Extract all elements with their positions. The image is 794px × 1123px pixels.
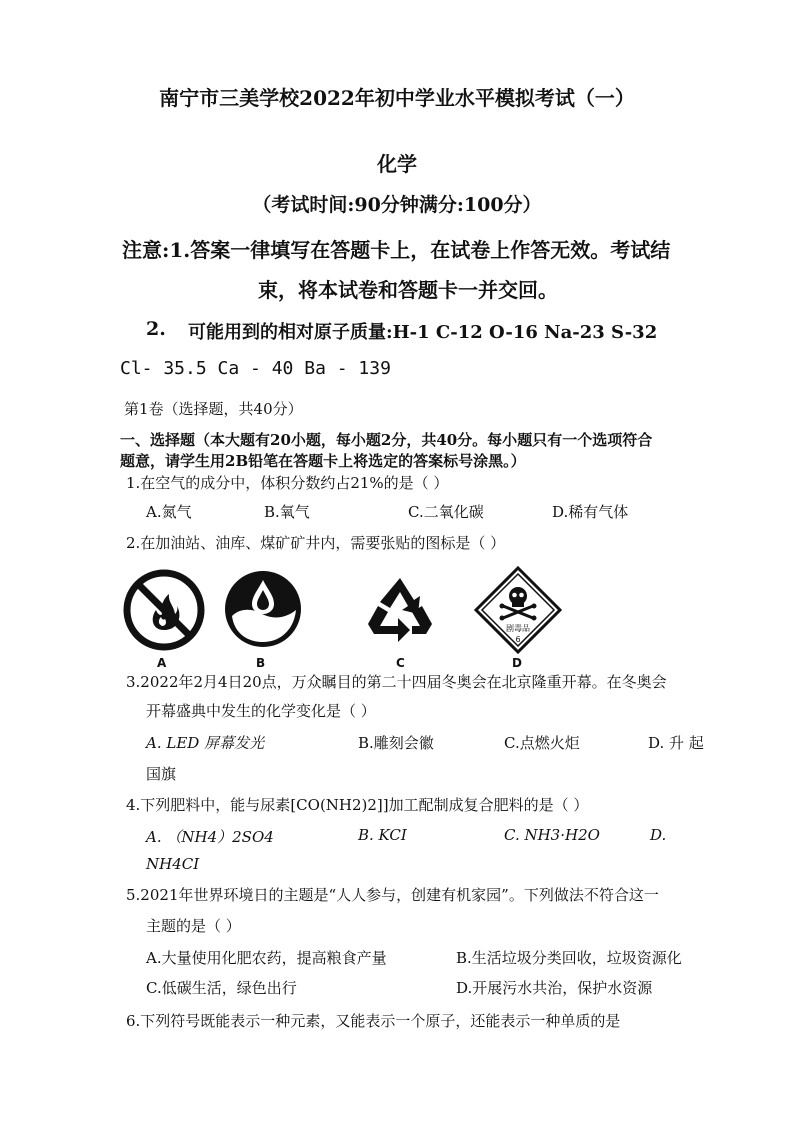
question-5-line-1: 5.2021年世界环境日的主题是“人人参与，创建有机家园”。下列做法不符合这一 — [126, 886, 659, 904]
question-6-stem: 6.下列符号既能表示一种元素，又能表示一个原子，还能表示一种单质的是 — [126, 1012, 621, 1030]
question-3-option-d: D. 升 起 — [648, 734, 704, 752]
notice-line-2: 束，将本试卷和答题卡一并交回。 — [258, 278, 558, 302]
question-5-option-d: D.开展污水共治，保护水资源 — [456, 979, 653, 997]
exam-title: 南宁市三美学校2022年初中学业水平模拟考试（一） — [159, 86, 635, 110]
question-3-line-2: 开幕盛典中发生的化学变化是（ ） — [146, 702, 376, 720]
question-4-stem: 4.下列肥料中，能与尿素[CO(NH2)2]]加工配制成复合肥料的是（ ） — [126, 796, 589, 814]
toxic-skull-icon — [472, 564, 564, 656]
question-3-option-d-cont: 国旗 — [146, 765, 177, 783]
sign-c-label: C — [396, 656, 405, 670]
question-1-stem: 1.在空气的成分中，体积分数约占21%的是（ ） — [126, 474, 449, 492]
question-4-option-a: A. （NH4）2SO4 — [146, 828, 274, 846]
subject-title: 化学 — [377, 152, 417, 176]
sign-b-label: B — [256, 656, 266, 670]
question-1-option-d: D.稀有气体 — [552, 503, 629, 521]
toxic-label-text: 剧毒品 — [506, 624, 530, 633]
sign-a-label: A — [157, 656, 167, 670]
question-3-option-b: B.雕刻会徽 — [358, 734, 434, 752]
notice-line-1: 注意:1.答案一律填写在答题卡上，在试卷上作答无效。考试结 — [122, 238, 671, 262]
question-1-option-b: B.氧气 — [264, 503, 310, 521]
atomic-mass-line: 可能用到的相对原子质量:H-1 C-12 O-16 Na-23 S-32 — [188, 322, 658, 343]
question-4-option-b: B. KCI — [358, 826, 407, 844]
question-3-option-a: A. LED 屏幕发光 — [146, 734, 265, 752]
no-open-flame-icon — [122, 568, 206, 652]
question-1-option-c: C.二氧化碳 — [408, 503, 484, 521]
part-heading: 第1卷（选择题，共40分） — [124, 400, 303, 418]
notice-2-number: 2. — [146, 318, 166, 340]
exam-info: （考试时间:90分钟满分:100分） — [252, 194, 542, 216]
question-5-option-c: C.低碳生活，绿色出行 — [146, 979, 297, 997]
question-5-line-2: 主题的是（ ） — [146, 917, 241, 935]
question-4-option-c: C. NH3·H2O — [504, 826, 600, 844]
question-1-option-a: A.氮气 — [146, 503, 192, 521]
water-saving-icon — [222, 568, 304, 650]
question-5-option-a: A.大量使用化肥农药，提高粮食产量 — [146, 949, 387, 967]
question-2-stem: 2.在加油站、油库、煤矿矿井内，需要张贴的图标是（ ） — [126, 534, 506, 552]
recycle-icon — [360, 572, 440, 652]
question-4-option-d-cont: NH4CI — [146, 855, 200, 873]
question-4-option-d: D. — [650, 826, 667, 844]
sign-d-label: D — [512, 656, 522, 670]
question-3-option-c: C.点燃火炬 — [504, 734, 580, 752]
section-heading-line-1: 一、选择题（本大题有20小题，每小题2分，共40分。每小题只有一个选项符合 — [120, 431, 653, 449]
atomic-mass-continuation: Cl- 35.5 Ca - 40 Ba - 139 — [120, 358, 391, 379]
question-5-option-b: B.生活垃圾分类回收，垃圾资源化 — [456, 949, 682, 967]
section-heading-line-2: 题意，请学生用2B铅笔在答题卡上将选定的答案标号涂黑。） — [120, 452, 526, 470]
toxic-class-number: 6 — [515, 635, 521, 644]
question-3-line-1: 3.2022年2月4日20点，万众瞩目的第二十四届冬奥会在北京隆重开幕。在冬奥会 — [126, 673, 667, 691]
